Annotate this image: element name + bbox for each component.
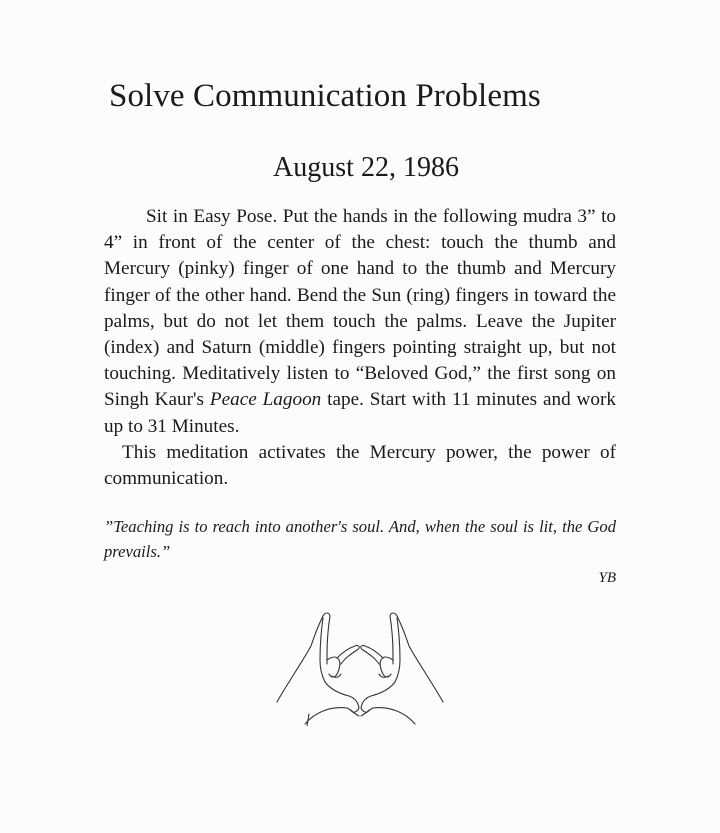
instructions-paragraph xyxy=(104,204,616,440)
date-heading: August 22, 1986 xyxy=(273,152,459,183)
instructions-text-end: tape. Start with 11 minutes and work up to 31 Minutes. xyxy=(104,389,616,437)
album-title: Peace Lagoon xyxy=(209,389,322,411)
quote-text: ”Teaching is to reach into another's soul. And, when the soul is lit, the God prevails.” xyxy=(104,517,616,561)
hands-mudra-icon xyxy=(275,604,445,726)
mudra-hands-illustration xyxy=(275,604,445,726)
quote-author: YB xyxy=(598,570,616,586)
page-title: Solve Communication Problems xyxy=(109,78,541,114)
effect-paragraph: This meditation activates the Mercury power, the power of communication. xyxy=(104,441,616,490)
instructions-body xyxy=(104,204,616,492)
instructions-text-start: Sit in Easy Pose. Put the hands in the following mudra 3” to 4” in front of the center of the chest: touch the thumb and Mercury (pinky) finger of one hand to the thumb and Mercury finger of the other hand. Bend the Sun (ring) fingers in toward the palms, but do not let them touch the palms. Leave the Jupiter (index) and Saturn (middle) fingers pointing straight up, but not touching. Meditatively listen to “Beloved God,” the first song on Singh Kaur's xyxy=(104,206,616,411)
